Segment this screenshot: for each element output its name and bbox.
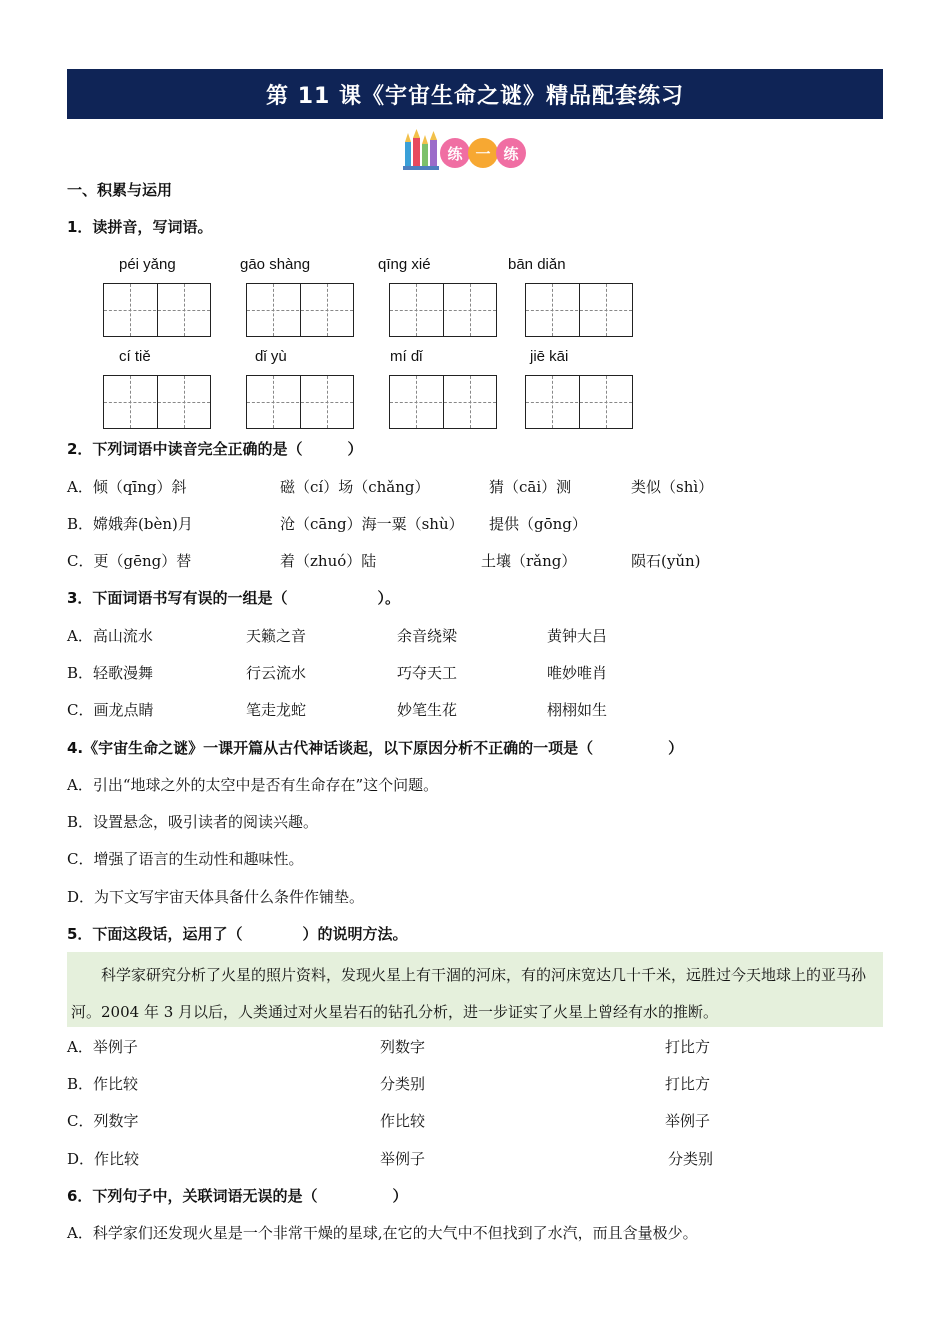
option-text: 打比方 <box>665 1038 711 1056</box>
badge-char-1: 练 <box>440 138 470 168</box>
option-text: C．更（gēng）替 <box>67 552 192 570</box>
option-text: 列数字 <box>380 1038 426 1056</box>
question-2-title: 2．下列词语中读音完全正确的是（ ） <box>67 440 363 458</box>
option-text: 打比方 <box>665 1075 711 1093</box>
question-1-title: 1．读拼音，写词语。 <box>67 218 213 236</box>
option-text: 着（zhuó）陆 <box>280 552 377 570</box>
option-text: 黄钟大吕 <box>547 627 608 645</box>
writing-grid[interactable] <box>246 375 354 429</box>
pinyin-label: gāo shàng <box>240 256 311 273</box>
option-text: 巧夺天工 <box>397 664 458 682</box>
option-text: D．作比较 <box>67 1150 140 1168</box>
writing-grid[interactable] <box>103 283 211 337</box>
option-text: B．轻歌漫舞 <box>67 664 154 682</box>
option-text: 沧（cāng）海一粟（shù） <box>280 515 464 533</box>
option-text: 类似（shì） <box>631 478 714 496</box>
option-text: 举例子 <box>665 1112 711 1130</box>
option-text: B．作比较 <box>67 1075 139 1093</box>
badge-char-2: 一 <box>468 138 498 168</box>
pinyin-label: dǐ yù <box>255 348 287 365</box>
option-text: A．高山流水 <box>67 627 153 645</box>
pinyin-label: péi yǎng <box>119 256 176 273</box>
pinyin-label: mí dǐ <box>390 348 423 365</box>
option-text: 栩栩如生 <box>547 701 608 719</box>
pinyin-label: jiē kāi <box>530 348 569 365</box>
option-text: 猜（cāi）测 <box>489 478 572 496</box>
option-text: 天籁之音 <box>246 627 307 645</box>
option-text: 余音绕梁 <box>397 627 458 645</box>
question-5-title: 5．下面这段话，运用了（ ）的说明方法。 <box>67 925 408 943</box>
option-text: 举例子 <box>380 1150 426 1168</box>
option-text: C．增强了语言的生动性和趣味性。 <box>67 850 304 868</box>
option-text: C．列数字 <box>67 1112 139 1130</box>
pinyin-label: qīng xié <box>378 256 431 273</box>
option-text: 分类别 <box>668 1150 714 1168</box>
option-text: D．为下文写宇宙天体具备什么条件作铺垫。 <box>67 888 365 906</box>
pencil-castle-icon <box>402 128 442 172</box>
writing-grid[interactable] <box>389 283 497 337</box>
option-text: B．设置悬念，吸引读者的阅读兴趣。 <box>67 813 319 831</box>
option-text: 陨石(yǔn) <box>631 552 701 570</box>
option-text: C．画龙点睛 <box>67 701 154 719</box>
question-3-title: 3．下面词语书写有误的一组是（ ）。 <box>67 589 400 607</box>
option-text: A．举例子 <box>67 1038 138 1056</box>
question-4-title: 4.《宇宙生命之谜》一课开篇从古代神话谈起，以下原因分析不正确的一项是（ ） <box>67 739 684 757</box>
reading-passage: 科学家研究分析了火星的照片资料，发现火星上有干涸的河床，有的河床宽达几十千米，远胜过今天地球上的亚马孙河。2004 年 3 月以后，人类通过对火星岩石的钻孔分析，进一步证实了火星上曾经有水的推断。 <box>67 952 883 1027</box>
writing-grid[interactable] <box>389 375 497 429</box>
option-text: 分类别 <box>380 1075 426 1093</box>
pinyin-label: cí tiě <box>119 348 151 365</box>
option-text: 作比较 <box>380 1112 426 1130</box>
writing-grid[interactable] <box>525 283 633 337</box>
option-text: A．科学家们还发现火星是一个非常干燥的星球,在它的大气中不但找到了水汽，而且含量极少。 <box>67 1224 698 1242</box>
option-text: 妙笔生花 <box>397 701 458 719</box>
option-text: 提供（gōng） <box>489 515 587 533</box>
option-text: 土壤（rǎng） <box>481 552 577 570</box>
option-text: 行云流水 <box>246 664 307 682</box>
option-text: A．引出“地球之外的太空中是否有生命存在”这个问题。 <box>67 776 439 794</box>
writing-grid[interactable] <box>525 375 633 429</box>
section-heading: 一、积累与运用 <box>67 181 173 199</box>
option-text: 唯妙唯肖 <box>547 664 608 682</box>
writing-grid[interactable] <box>246 283 354 337</box>
question-6-title: 6．下列句子中，关联词语无误的是（ ） <box>67 1187 408 1205</box>
writing-grid[interactable] <box>103 375 211 429</box>
option-text: A．倾（qīng）斜 <box>67 478 187 496</box>
option-text: 磁（cí）场（chǎng） <box>280 478 430 496</box>
option-text: 笔走龙蛇 <box>246 701 307 719</box>
practice-badge <box>402 128 537 172</box>
pinyin-label: bān diǎn <box>508 256 566 273</box>
badge-char-3: 练 <box>496 138 526 168</box>
page-title: 第 11 课《宇宙生命之谜》精品配套练习 <box>67 69 883 119</box>
option-text: B．嫦娥奔(bèn)月 <box>67 515 193 533</box>
